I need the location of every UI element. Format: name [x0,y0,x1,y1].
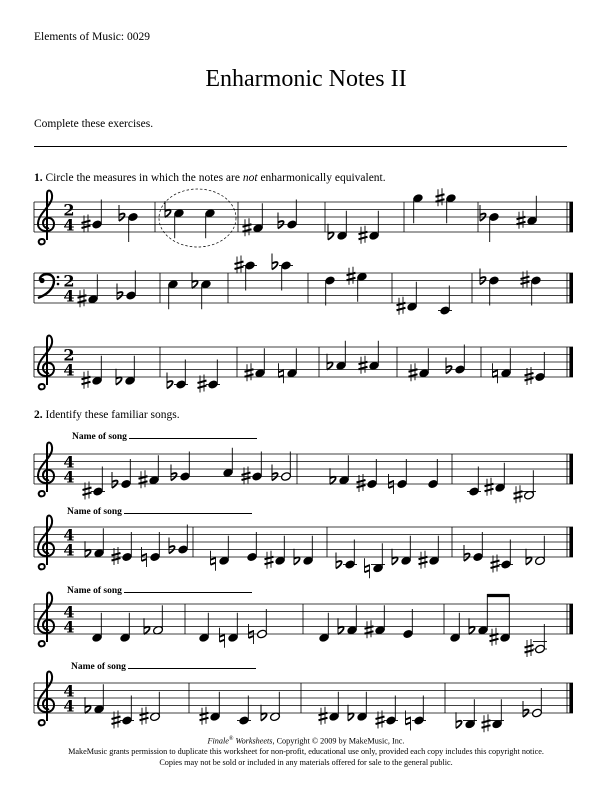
natural-bar [406,718,411,720]
page-title: Enharmonic Notes II [205,66,407,92]
flat-sign [272,465,278,481]
note [78,274,99,307]
note [357,459,378,492]
note [514,470,537,503]
sharp-sign [319,707,328,725]
note [402,609,413,639]
time-signature-bottom: 4 [63,360,75,380]
sharp-sign [347,267,356,285]
natural-sign [365,558,370,578]
flat-sign [464,545,470,561]
footer-copyright: , Copyright © 2009 by MakeMusic, Inc. [272,736,405,746]
note [246,532,257,562]
note [493,348,512,383]
time-signature-top: 4 [63,681,75,701]
sharp-sign [265,551,274,569]
flat-bowl [116,377,122,384]
time-signature-top: 2 [63,200,75,220]
note [467,467,481,497]
note [242,452,263,485]
staff-7 [34,672,573,733]
note [412,193,423,223]
time-signature-bottom: 4 [63,215,75,235]
note [112,532,133,565]
sharp-sign [359,356,368,374]
natural-bar [389,486,394,488]
bass-clef-dot [57,283,60,286]
note [85,684,105,714]
flat-sign [169,538,175,554]
time-signature-bottom: 4 [63,540,75,560]
staff-lines [34,454,573,484]
treble-clef-stroke [38,672,54,726]
sharp-bar [243,229,252,232]
natural-bar [365,570,370,572]
sharp-sign [82,371,91,389]
sharp-sign [436,188,445,206]
question-1-text-before: Circle the measures in which the notes are [45,172,243,184]
sharp-bar [83,488,92,491]
note [318,613,329,643]
staff-2 [34,254,573,316]
sharp-bar [376,717,385,720]
sharp-bar [365,631,374,634]
natural-bar [211,558,216,560]
flat-bowl [85,706,91,713]
flat-sign [112,472,118,488]
note [336,540,357,570]
note [365,543,386,578]
flat-bowl [456,721,462,728]
sharp-bar [517,222,526,225]
natural-bar [220,640,225,642]
sharp-bar [83,493,92,496]
flat-sign [523,701,529,717]
flat-bowl [165,210,171,217]
note [359,211,380,244]
sharp-bar [198,381,207,384]
natural-bar [220,635,225,637]
natural-sign [211,551,216,571]
sharp-bar [490,639,499,642]
treble-clef-stroke [38,593,54,647]
flat-sign [278,213,284,229]
note [198,360,221,393]
sharp-sign [485,478,494,496]
note [436,188,457,223]
natural-bar [142,559,147,561]
sharp-sign [365,620,374,638]
sharp-bar [139,481,148,484]
natural-bar [389,481,394,483]
natural-bar [406,723,411,725]
sharp-bar [235,267,244,270]
sharp-bar [482,720,491,723]
sharp-bar [82,382,91,385]
note [243,203,264,236]
note [200,692,221,725]
note [167,360,188,390]
flat-bowl [328,232,334,239]
flat-bowl [167,381,173,388]
note [525,624,548,657]
flat-sign [446,358,452,374]
sharp-bar [525,650,534,653]
question-2-text: Identify these familiar songs. [45,409,180,421]
sharp-bar [242,478,251,481]
natural-bar [493,370,498,372]
staff-lines [34,527,573,557]
note [525,352,546,385]
treble-clef-icon [38,672,54,726]
treble-clef-stroke [38,191,54,245]
sharp-bar [419,562,428,565]
time-signature-bottom: 4 [63,696,75,716]
sharp-bar [482,725,491,728]
sharp-sign [409,363,418,381]
sharp-sign [397,297,406,315]
note [427,459,438,489]
note [376,696,399,729]
sharp-bar [82,226,91,229]
treble-clef-stroke [38,516,54,570]
natural-bar [249,636,254,638]
question-2-number: 2. [34,409,43,421]
time-signature-top: 2 [63,271,75,291]
instructions-text: Complete these exercises. [34,118,154,130]
flat-bowl [85,550,91,557]
sharp-sign [235,256,244,274]
sharp-bar [397,308,406,311]
note [198,613,209,643]
answer-circle [159,189,236,247]
song-3-name-label: Name of song [67,586,122,596]
song-1-name-label: Name of song [72,432,127,442]
note [82,356,103,389]
flat-bowl [327,362,333,369]
treble-clef-stroke [38,336,54,390]
note [482,699,505,732]
sharp-bar [485,489,494,492]
flat-bowl [336,561,342,568]
note [116,356,136,386]
note [192,272,212,309]
sharp-bar [347,278,356,281]
note [119,613,130,643]
sharp-bar [357,480,366,483]
treble-clef-stroke [38,443,54,497]
footer-brand-worksheets: Worksheets [235,736,273,746]
sharp-bar [140,718,149,721]
natural-sign [493,363,498,383]
flat-bowl [348,713,354,720]
natural-sign [220,628,225,648]
bass-clef-curve [38,274,54,298]
copyright-footer [0,734,612,768]
sharp-bar [436,194,445,197]
sharp-sign [200,707,209,725]
time-signature-top: 4 [63,525,75,545]
flat-bowl [261,713,267,720]
footer-line-2: MakeMusic grants permission to duplicate this worksheet for non-profit, educational use only, provided each copy includes this copyright notice. [68,747,544,757]
flat-bowl [330,477,336,484]
note [397,282,418,315]
flat-bowl [294,557,300,564]
sharp-bar [491,561,500,564]
note [469,594,489,635]
sharp-bar [436,199,445,202]
note [211,536,230,571]
note [119,205,139,242]
sharp-bar [319,718,328,721]
note [517,196,538,229]
staff-3 [34,336,573,393]
song-4-name-label: Name of song [71,662,126,672]
sharp-bar [245,374,254,377]
note [327,341,347,371]
natural-bar [142,554,147,556]
sharp-sign [140,707,149,725]
natural-sign [279,363,284,383]
staff-5 [34,516,573,579]
bass-clef-dot [57,276,60,279]
natural-bar [279,370,284,372]
time-signature-bottom: 4 [63,286,75,306]
time-signature-bottom: 4 [63,467,75,487]
note [365,605,386,638]
note [140,692,161,725]
sharp-sign [359,226,368,244]
note [204,208,215,238]
sharp-bar [198,386,207,389]
flat-sign [119,205,125,221]
sharp-bar [521,277,530,280]
sharp-bar [200,718,209,721]
sharp-bar [242,473,251,476]
flat-sign [171,465,177,481]
footer-line-3: Copies may not be sold or included in any materials offered for sale to the general public. [159,757,453,767]
note [83,467,106,500]
note [294,536,314,566]
sharp-bar [112,722,121,725]
note [82,200,103,233]
staff-6 [34,593,573,657]
sharp-bar [359,367,368,370]
footer-reg-mark: ® [228,736,234,742]
note [480,205,500,242]
note [319,692,340,725]
flat-bowl [192,281,198,288]
time-signature-top: 2 [63,345,75,365]
sharp-bar [521,282,530,285]
note [91,613,102,643]
sharp-sign [419,551,428,569]
note [456,699,477,729]
natural-sign [406,711,411,731]
song-2-name-label: Name of song [67,507,122,517]
staff-1 [34,188,573,247]
sharp-bar [235,262,244,265]
question-1-number: 1. [34,172,43,184]
sharp-bar [514,491,523,494]
sharp-bar [359,237,368,240]
sharp-bar [525,378,534,381]
note [438,286,452,316]
natural-bar [211,563,216,565]
treble-clef-icon [38,191,54,245]
sharp-sign [482,714,491,732]
sharp-bar [82,221,91,224]
note [165,201,185,238]
worksheet-code: Elements of Music: 0029 [34,31,150,43]
footer-line-1 [0,734,612,747]
sharp-sign [514,485,523,503]
flat-sign [336,553,342,569]
flat-sign [167,373,173,389]
note [265,536,286,569]
flat-bowl [526,557,532,564]
sharp-bar [112,558,121,561]
sharp-bar [112,717,121,720]
note [222,448,233,478]
note [261,692,281,722]
flat-bowl [338,627,344,634]
sharp-bar [376,722,385,725]
note [139,455,160,488]
sharp-sign [139,470,148,488]
bass-clef-icon [38,274,59,298]
sharp-sign [525,639,534,657]
flat-sign [456,712,462,728]
note [245,348,266,381]
natural-bar [249,631,254,633]
treble-clef-icon [38,443,54,497]
flat-sign [117,284,123,300]
time-signature-bottom: 4 [63,617,75,637]
sharp-bar [525,373,534,376]
sharp-sign [78,289,87,307]
sharp-bar [491,566,500,569]
sharp-sign [245,363,254,381]
note [526,536,546,566]
flat-bowl [392,557,398,564]
note [112,696,135,729]
sharp-bar [409,374,418,377]
note [491,540,514,573]
note [338,605,358,635]
note [328,211,348,241]
note [347,267,368,302]
flat-sign [480,205,486,221]
note [419,536,440,569]
sharp-sign [490,628,499,646]
note [485,463,506,496]
note [144,605,164,635]
flat-bowl [469,627,475,634]
note [85,528,105,558]
note [279,348,298,383]
time-signature-top: 4 [63,602,75,622]
note [324,276,335,306]
question-1-text-after: enharmonically equivalent. [257,172,386,184]
sharp-bar [78,300,87,303]
flat-sign [480,269,486,285]
note [167,279,178,309]
sharp-sign [517,211,526,229]
flat-bowl [144,627,150,634]
staff-4 [34,443,573,504]
note [330,455,350,485]
sharp-bar [357,485,366,488]
note [237,696,251,726]
note [392,536,412,566]
note [409,348,430,381]
note [348,692,368,722]
note [490,594,511,646]
staff-lines [34,683,573,713]
question-1-text-emphasis: not [242,172,258,184]
note [480,269,500,306]
flat-bowl [272,262,278,269]
sharp-sign [243,218,252,236]
sharp-bar [525,645,534,648]
flat-sign [272,254,278,270]
time-signature-top: 4 [63,452,75,472]
treble-clef-icon [38,516,54,570]
sharp-bar [265,562,274,565]
natural-bar [365,565,370,567]
treble-clef-icon [38,336,54,390]
sharp-bar [514,496,523,499]
note [359,341,380,374]
treble-clef-icon [38,593,54,647]
note [449,613,460,643]
footer-brand: Finale [207,736,229,746]
sharp-bar [112,553,121,556]
note [272,254,293,291]
note [220,613,239,648]
